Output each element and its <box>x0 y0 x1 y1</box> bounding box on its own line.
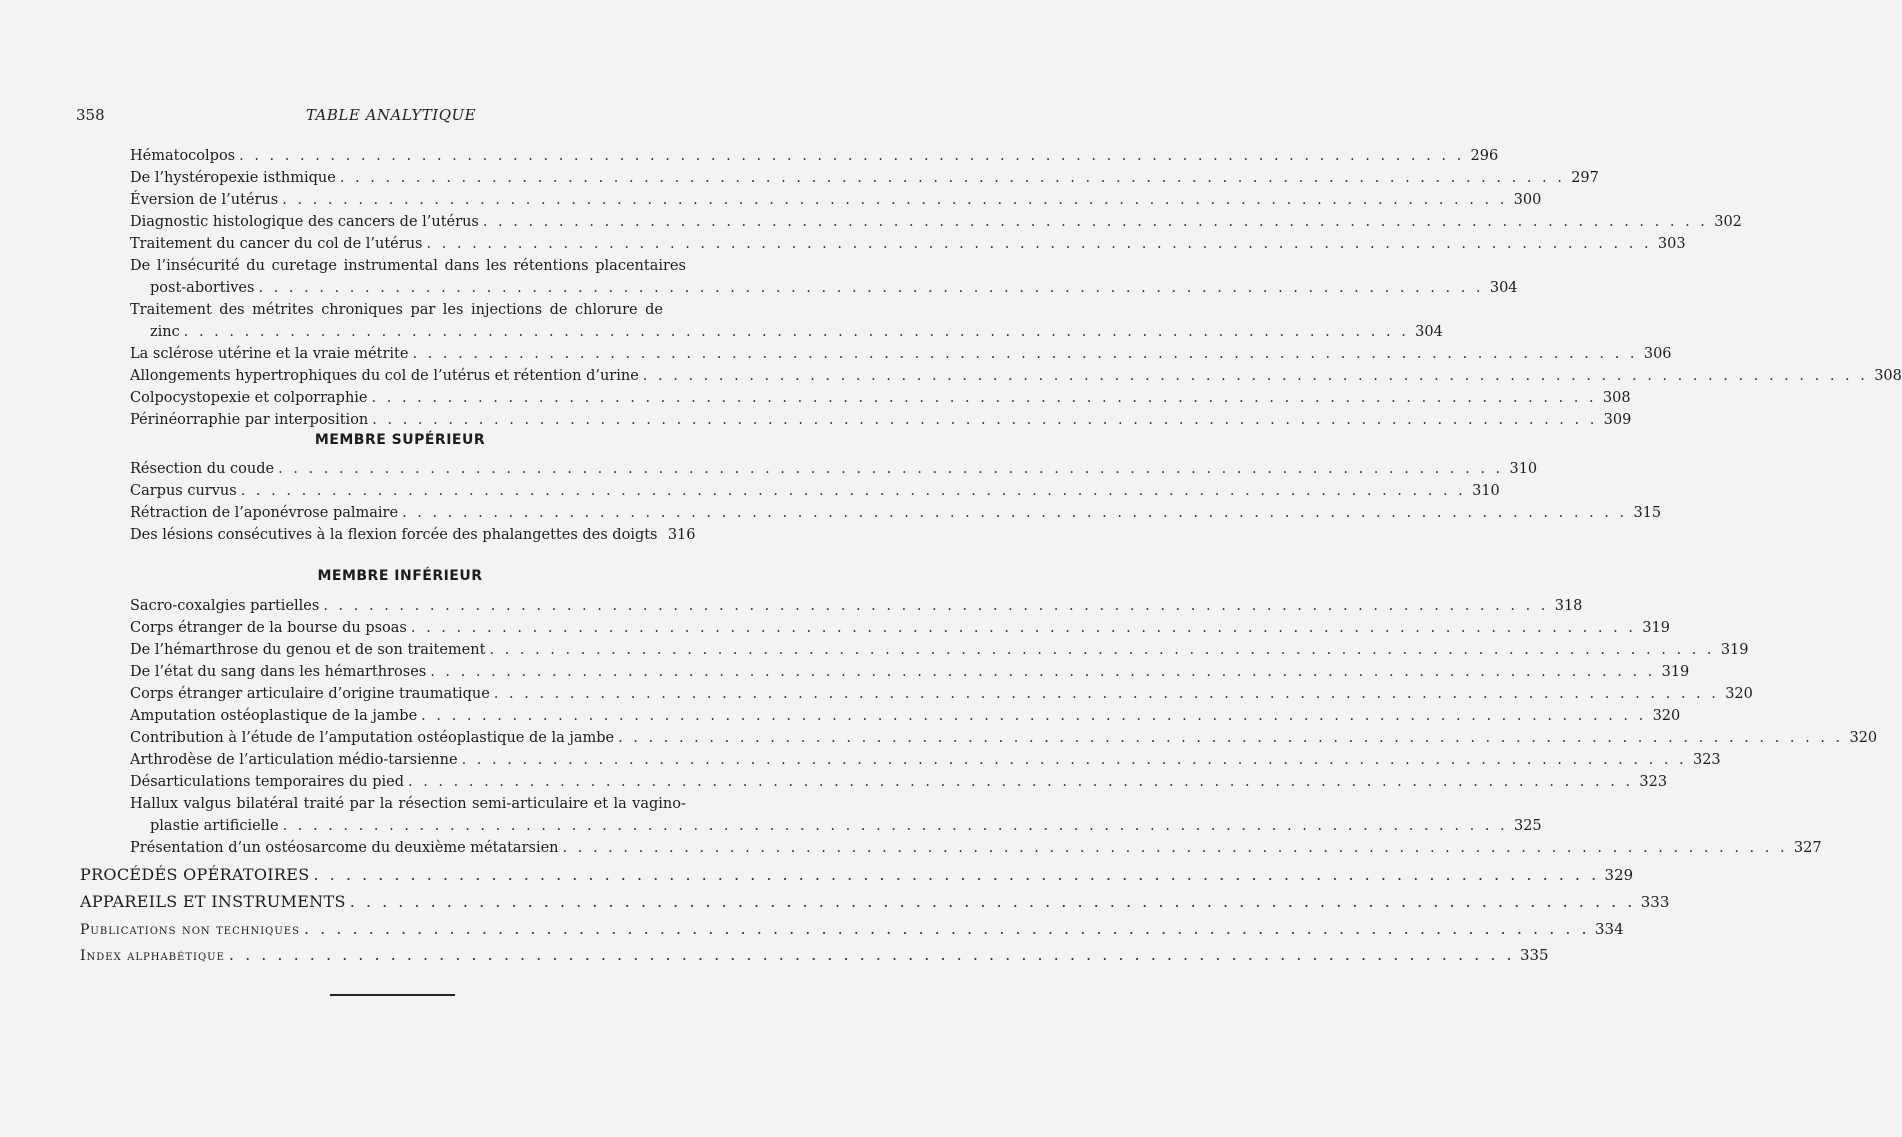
closing-rule <box>330 994 455 996</box>
toc-entry: Sacro-coxalgies partielles . . . 318 <box>130 596 686 616</box>
toc-major-entry: APPAREILS ET INSTRUMENTS . . . 333 <box>80 891 686 913</box>
toc-entry: Périnéorraphie par interposition . . . 309 <box>130 410 686 430</box>
toc-major-entry: Index alphabétique . . . 335 <box>80 944 686 967</box>
toc-entry: Colpocystopexie et colporraphie . . . 308 <box>130 388 686 408</box>
toc-entry: Éversion de l’utérus . . . 300 <box>130 190 686 210</box>
page-number: 358 <box>76 106 105 124</box>
toc-entry: Rétraction de l’aponévrose palmaire . . . 315 <box>130 503 686 523</box>
toc-entry: Traitement du cancer du col de l’utérus . . . 303 <box>130 234 686 254</box>
toc-entry: Hématocolpos . . . 296 <box>130 146 686 166</box>
toc-entry: Arthrodèse de l’articulation médio-tarsienne . . . 323 <box>130 750 686 770</box>
toc-entry-first-line: Hallux valgus bilatéral traité par la résection semi-articulaire et la vagino- <box>130 796 686 812</box>
toc-entry: Carpus curvus . . . 310 <box>130 481 686 501</box>
page-title: TABLE ANALYTIQUE <box>305 106 477 124</box>
toc-entry: Diagnostic histologique des cancers de l’utérus . . . 302 <box>130 212 686 232</box>
page-header <box>76 106 706 128</box>
toc-major-entry: PROCÉDÉS OPÉRATOIRES . . . 329 <box>80 864 686 886</box>
toc-entry: Résection du coude . . . 310 <box>130 459 686 479</box>
toc-entry-first-line: De l’insécurité du curetage instrumental dans les rétentions placentaires <box>130 258 686 274</box>
section-heading-membre-inferieur: MEMBRE INFÉRIEUR <box>317 568 483 584</box>
toc-entry: plastie artificielle . . . 325 <box>150 816 686 836</box>
toc-entry: De l’état du sang dans les hémarthroses . . . 319 <box>130 662 686 682</box>
toc-entry: Corps étranger de la bourse du psoas . . . 319 <box>130 618 686 638</box>
toc-entry: zinc . . . 304 <box>150 322 686 342</box>
toc-entry: Contribution à l’étude de l’amputation ostéoplastique de la jambe . . . 320 <box>130 728 686 748</box>
toc-entry: Désarticulations temporaires du pied . . . 323 <box>130 772 686 792</box>
toc-entry: post-abortives . . . 304 <box>150 278 686 298</box>
toc-entry: De l’hystéropexie isthmique . . . 297 <box>130 168 686 188</box>
toc-entry: Des lésions consécutives à la flexion forcée des phalangettes des doigts 316 <box>130 527 696 543</box>
section-heading-membre-superieur: MEMBRE SUPÉRIEUR <box>314 432 486 448</box>
toc-entry: Allongements hypertrophiques du col de l’utérus et rétention d’urine . . . 308 <box>130 366 686 386</box>
toc-entry: Présentation d’un ostéosarcome du deuxième métatarsien . . . 327 <box>130 838 686 858</box>
toc-entry: De l’hémarthrose du genou et de son traitement . . . 319 <box>130 640 686 660</box>
toc-entry: Amputation ostéoplastique de la jambe . . . 320 <box>130 706 686 726</box>
toc-entry: Corps étranger articulaire d’origine traumatique . . . 320 <box>130 684 686 704</box>
toc-major-entry: Publications non techniques . . . 334 <box>80 918 686 941</box>
toc-entry: La sclérose utérine et la vraie métrite . . . 306 <box>130 344 686 364</box>
toc-entry-first-line: Traitement des métrites chroniques par les injections de chlorure de <box>130 302 663 318</box>
